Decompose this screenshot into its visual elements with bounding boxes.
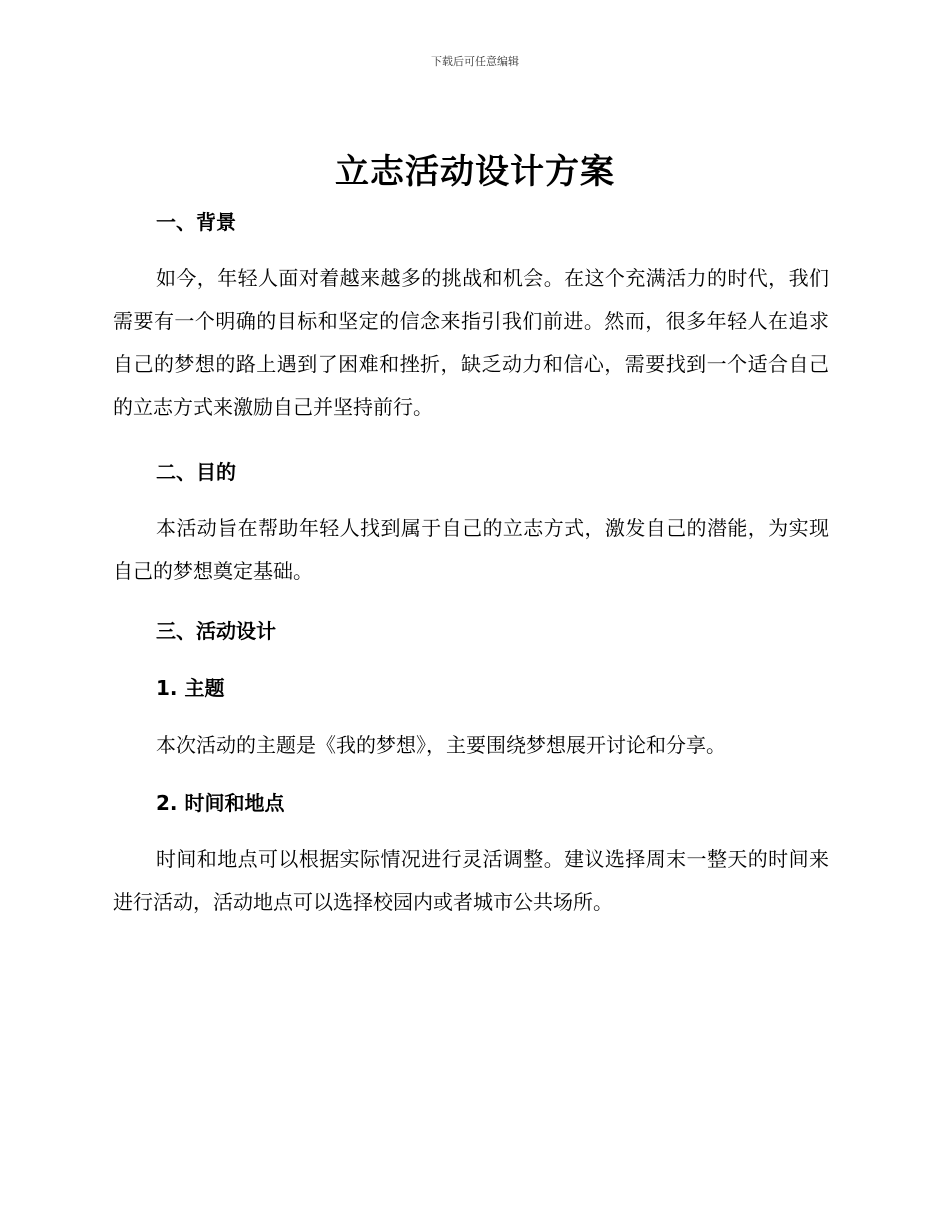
document-title: 立志活动设计方案: [335, 152, 615, 192]
subheading-time-and-place: 2. 时间和地点: [156, 791, 285, 815]
paragraph-background: 如今，年轻人面对着越来越多的挑战和机会。在这个充满活力的时代，我们需要有一个明确的目标和坚定的信念来指引我们前进。然而，很多年轻人在追求自己的梦想的路上遇到了困难和挫折，缺乏动力和信心，需要找到一个适合自己的立志方式来激励自己并坚持前行。: [113, 266, 829, 419]
subheading-theme: 1. 主题: [156, 676, 225, 700]
section-heading-activity-design: 三、活动设计: [156, 619, 276, 643]
paragraph-theme: 本次活动的主题是《我的梦想》，主要围绕梦想展开讨论和分享。: [156, 733, 726, 757]
header-note: 下载后可任意编辑: [431, 55, 519, 68]
section-heading-purpose: 二、目的: [156, 460, 236, 484]
section-heading-background: 一、背景: [156, 210, 236, 234]
paragraph-time-and-place: 时间和地点可以根据实际情况进行灵活调整。建议选择周末一整天的时间来进行活动，活动地点可以选择校园内或者城市公共场所。: [113, 847, 829, 914]
paragraph-purpose: 本活动旨在帮助年轻人找到属于自己的立志方式，激发自己的潜能，为实现自己的梦想奠定基础。: [113, 516, 829, 583]
